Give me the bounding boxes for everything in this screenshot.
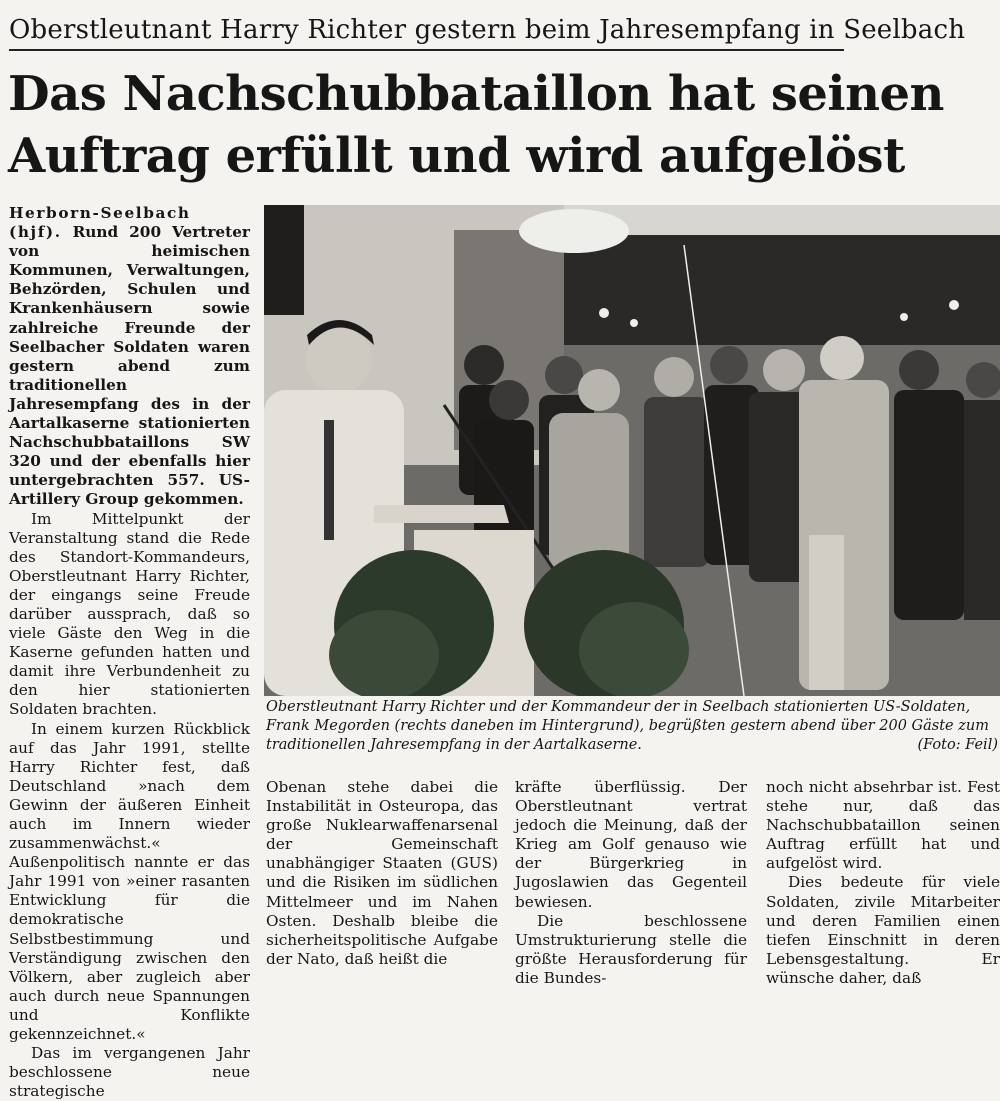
photo-illustration xyxy=(264,205,1000,696)
caption-text: Oberstleutnant Harry Richter und der Kommandeur der in Seelbach stationierten US-Soldaten, Frank Megorden (rechts daneben im Hintergrund), begrüßten gestern abend über 200 Gäste zum traditionellen Jahresempfang in der Aartalkaserne. xyxy=(266,699,989,753)
paragraph: In einem kurzen Rückblick auf das Jahr 1991, stellte Harry Richter fest, daß Deutschland »nach dem Gewinn der äußeren Einheit auch im Innern wieder zusammenwächst.« Außenpolitisch nannte er das Jahr 1991 von »einer rasanten Entwicklung für die demokratische Selbstbestimmung und Verständigung zwischen den Völkern, aber zugleich aber auch durch neue Spannungen und Konflikte gekennzeichnet.« xyxy=(9,719,250,1044)
paragraph: Dies bedeute für viele Soldaten, zivile Mitarbeiter und deren Familien einen tiefen Einschnitt in deren Lebensgestaltung. Er wünsche daher, daß xyxy=(766,873,1000,987)
paragraph: kräfte überflüssig. Der Oberstleutnant vertrat jedoch die Meinung, daß der Krieg am Golf genauso wie der Bürgerkrieg in Jugoslawien das Gegenteil bewiesen. xyxy=(515,778,747,911)
lead-text: Rund 200 Vertreter von heimischen Kommunen, Verwaltungen, Behzörden, Schulen und Krankenhäusern sowie zahlreiche Freunde der Seelbacher Soldaten waren gestern abend zum traditionellen Jahresempfang des in der Aartalkaserne stationierten Nachschubbataillons SW 320 und der ebenfalls hier untergebrachten 557. US-Artillery Group gekommen. xyxy=(9,223,250,509)
photo-caption xyxy=(266,698,998,755)
paragraph: Die beschlossene Umstrukturierung stelle die größte Herausforderung für die Bundes- xyxy=(515,911,747,987)
article-kicker: Oberstleutnant Harry Richter gestern beim Jahresempfang in Seelbach xyxy=(9,14,844,51)
photo-credit: (Foto: Feil) xyxy=(917,737,998,753)
paragraph: noch nicht absehrbar ist. Fest stehe nur, daß das Nachschubbataillon seinen Auftrag erfüllt hat und aufgelöst wird. xyxy=(766,778,1000,873)
column-2 xyxy=(266,778,498,969)
column-4 xyxy=(766,778,1000,988)
dateline: Herborn-Seelbach (hjf). xyxy=(9,204,191,242)
article-headline: Das Nachschubbataillon hat seinen Auftrag erfüllt und wird aufgelöst xyxy=(8,66,944,184)
column-1 xyxy=(9,204,250,1101)
paragraph: Das im vergangenen Jahr beschlossene neue strategische xyxy=(9,1044,250,1101)
paragraph: Im Mittelpunkt der Veranstaltung stand die Rede des Standort-Kommandeurs, Oberstleutnant Harry Richter, der eingangs seine Freude darüber aussprach, daß so viele Gäste den Weg in die Kaserne gefunden hatten und damit ihre Verbundenheit zu den hier stationierten Soldaten brachten. xyxy=(9,509,250,719)
lead-paragraph xyxy=(9,204,250,510)
column-3 xyxy=(515,778,747,988)
paragraph: Obenan stehe dabei die Instabilität in Osteuropa, das große Nuklearwaffenarsenal der Gemeinschaft unabhängiger Staaten (GUS) und die Risiken im südlichen Mittelmeer und im Nahen Osten. Deshalb bleibe die sicherheitspolitische Aufgabe der Nato, daß heißt die xyxy=(266,778,498,968)
event-photo xyxy=(264,205,1000,696)
